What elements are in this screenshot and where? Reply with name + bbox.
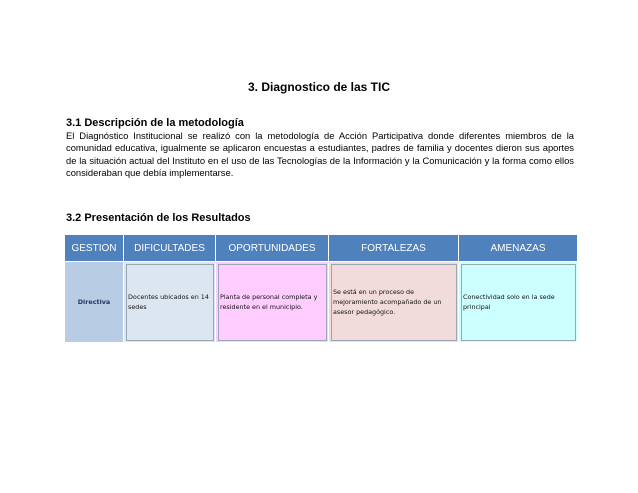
cell-oportunidades: Planta de personal completa y residente en el municipio. — [216, 262, 329, 343]
methodology-paragraph: El Diagnóstico Institucional se realizó con la metodología de Acción Participativa donde diferentes miembros de la comunidad educativa, igualmente se aplicaron encuestas a estudiantes, padres de familia y docentes dieron sus aportes de la situación actual del Instituto en el uso de las Tecnologías de la Información y la Comunicación y la forma como ellos consideraban que debía implementarse. — [66, 130, 574, 178]
table-row — [65, 262, 578, 343]
header-gestion: GESTION — [65, 235, 124, 262]
cell-dificultades: Docentes ubicados en 14 sedes — [124, 262, 216, 343]
header-dificultades: DIFICULTADES — [124, 235, 216, 262]
cell-fortalezas: Se está en un proceso de mejoramiento acompañado de un asesor pedagógico. — [329, 262, 459, 343]
cell-amenazas: Conectividad solo en la sede principal — [459, 262, 578, 343]
cell-gestion: Directiva — [65, 262, 124, 343]
header-oportunidades: OPORTUNIDADES — [216, 235, 329, 262]
document-title: 3. Diagnostico de las TIC — [247, 80, 391, 94]
header-fortalezas: FORTALEZAS — [329, 235, 459, 262]
header-amenazas: AMENAZAS — [459, 235, 578, 262]
section-heading-methodology: 3.1 Descripción de la metodología — [66, 117, 244, 129]
table-header-row — [65, 235, 578, 262]
section-heading-results: 3.2 Presentación de los Resultados — [66, 212, 251, 224]
results-table — [64, 234, 578, 343]
